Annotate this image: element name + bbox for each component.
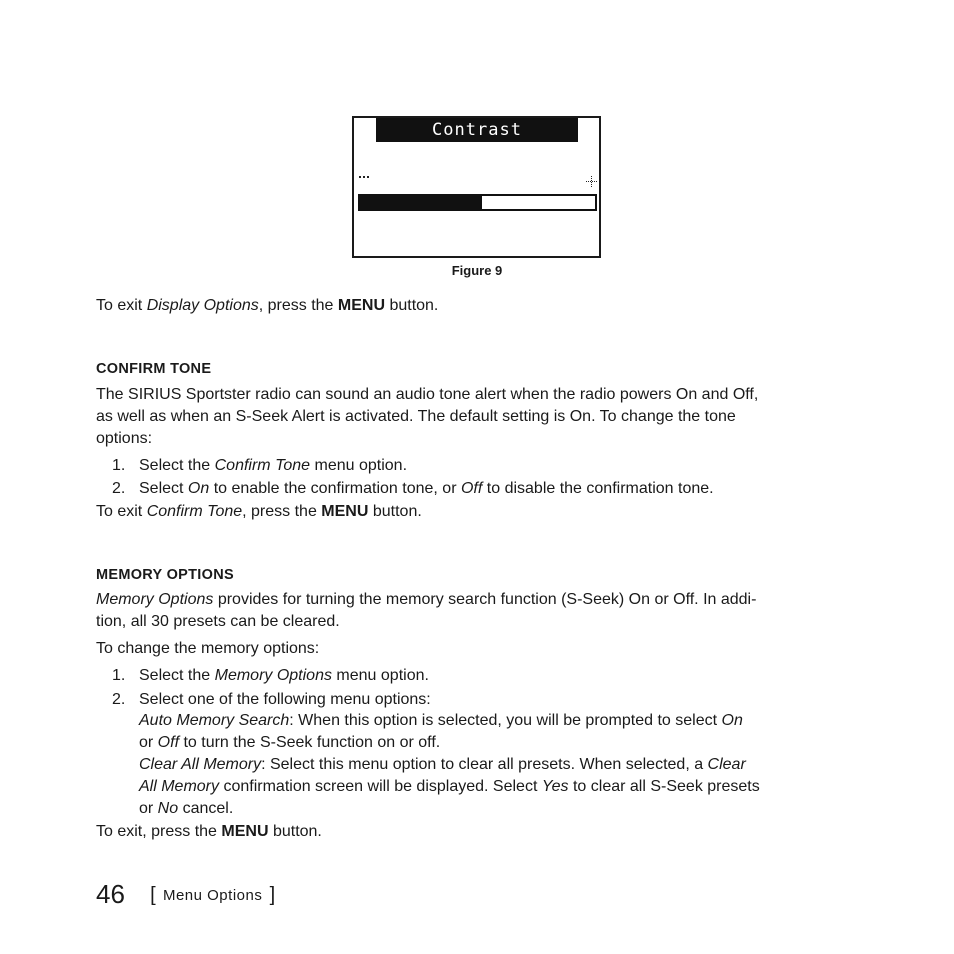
close-bracket: ]	[269, 884, 276, 906]
change-memory-options-text: To change the memory options:	[96, 640, 320, 657]
confirm-tone-heading: CONFIRM TONE	[96, 361, 212, 377]
memory-options-intro: Memory Options provides for turning the memory search function (S-Seek) On or Off. In addi- tion, all 30 presets can be cleared.	[96, 591, 757, 630]
page-footer	[96, 878, 275, 912]
manual-page: Contrast Figure 9 To exit Display Options, press the MENU button. CONFIRM TONE The SIRIUS Sportster radio can sound an audio tone alert when the radio powers On and Off, as well as when an S-Seek Alert is activated. The default setting is On. To change the tone options: 1. Select the Confirm Tone menu option. 2. Select On to enable the confirmation tone, or Off to disable the confirmation tone. To exit Confirm Tone, press the MENU button. MEMORY OPTIONS Memory Options provides for turning the memory search function (S-Seek) On or Off. In addi- tion, all 30 presets can be cleared. To change the memory options: 1. Select the Memory Options menu option. 2. Select one of the following menu options: Auto Memory Search: When this option is selected, you will be prompted to select On or Off to turn the S-Seek function on or off. Clear All Memory: Select this menu option to clear all presets. When selected, a Clear All Memory confirmation screen will be displayed. Select Yes to clear all S-Seek presets or No cancel. To exit, press the MENU button. 46 [ Menu Options ]	[0, 0, 954, 954]
screen-title: Contrast	[376, 118, 578, 142]
contrast-screen-figure	[352, 116, 601, 258]
auto-memory-search-description: Auto Memory Search: When this option is selected, you will be prompted to select On or Off to turn the S-Seek function on or off.	[139, 712, 743, 751]
exit-display-options-text: To exit Display Options, press the MENU button.	[96, 297, 439, 314]
exit-memory-options-text: To exit, press the MENU button.	[96, 823, 322, 840]
clear-all-memory-description: Clear All Memory: Select this menu option to clear all presets. When selected, a Clear All Memory confirmation screen will be displayed. Select Yes to clear all S-Seek presets or No cancel.	[139, 756, 760, 817]
open-bracket: [	[150, 884, 156, 906]
exit-confirm-tone-text: To exit Confirm Tone, press the MENU button.	[96, 503, 422, 520]
contrast-level-bar	[358, 194, 597, 211]
memory-options-heading: MEMORY OPTIONS	[96, 567, 234, 583]
minus-icon	[359, 176, 369, 180]
section-name: Menu Options	[162, 887, 263, 904]
page-number: 46	[96, 879, 125, 909]
figure-caption: Figure 9	[451, 263, 503, 278]
confirm-tone-intro: The SIRIUS Sportster radio can sound an audio tone alert when the radio powers On and Off, as well as when an S-Seek Alert is activated. The default setting is On. To change the tone options:	[96, 386, 759, 447]
contrast-level-fill	[360, 196, 482, 209]
plus-icon	[586, 176, 597, 187]
